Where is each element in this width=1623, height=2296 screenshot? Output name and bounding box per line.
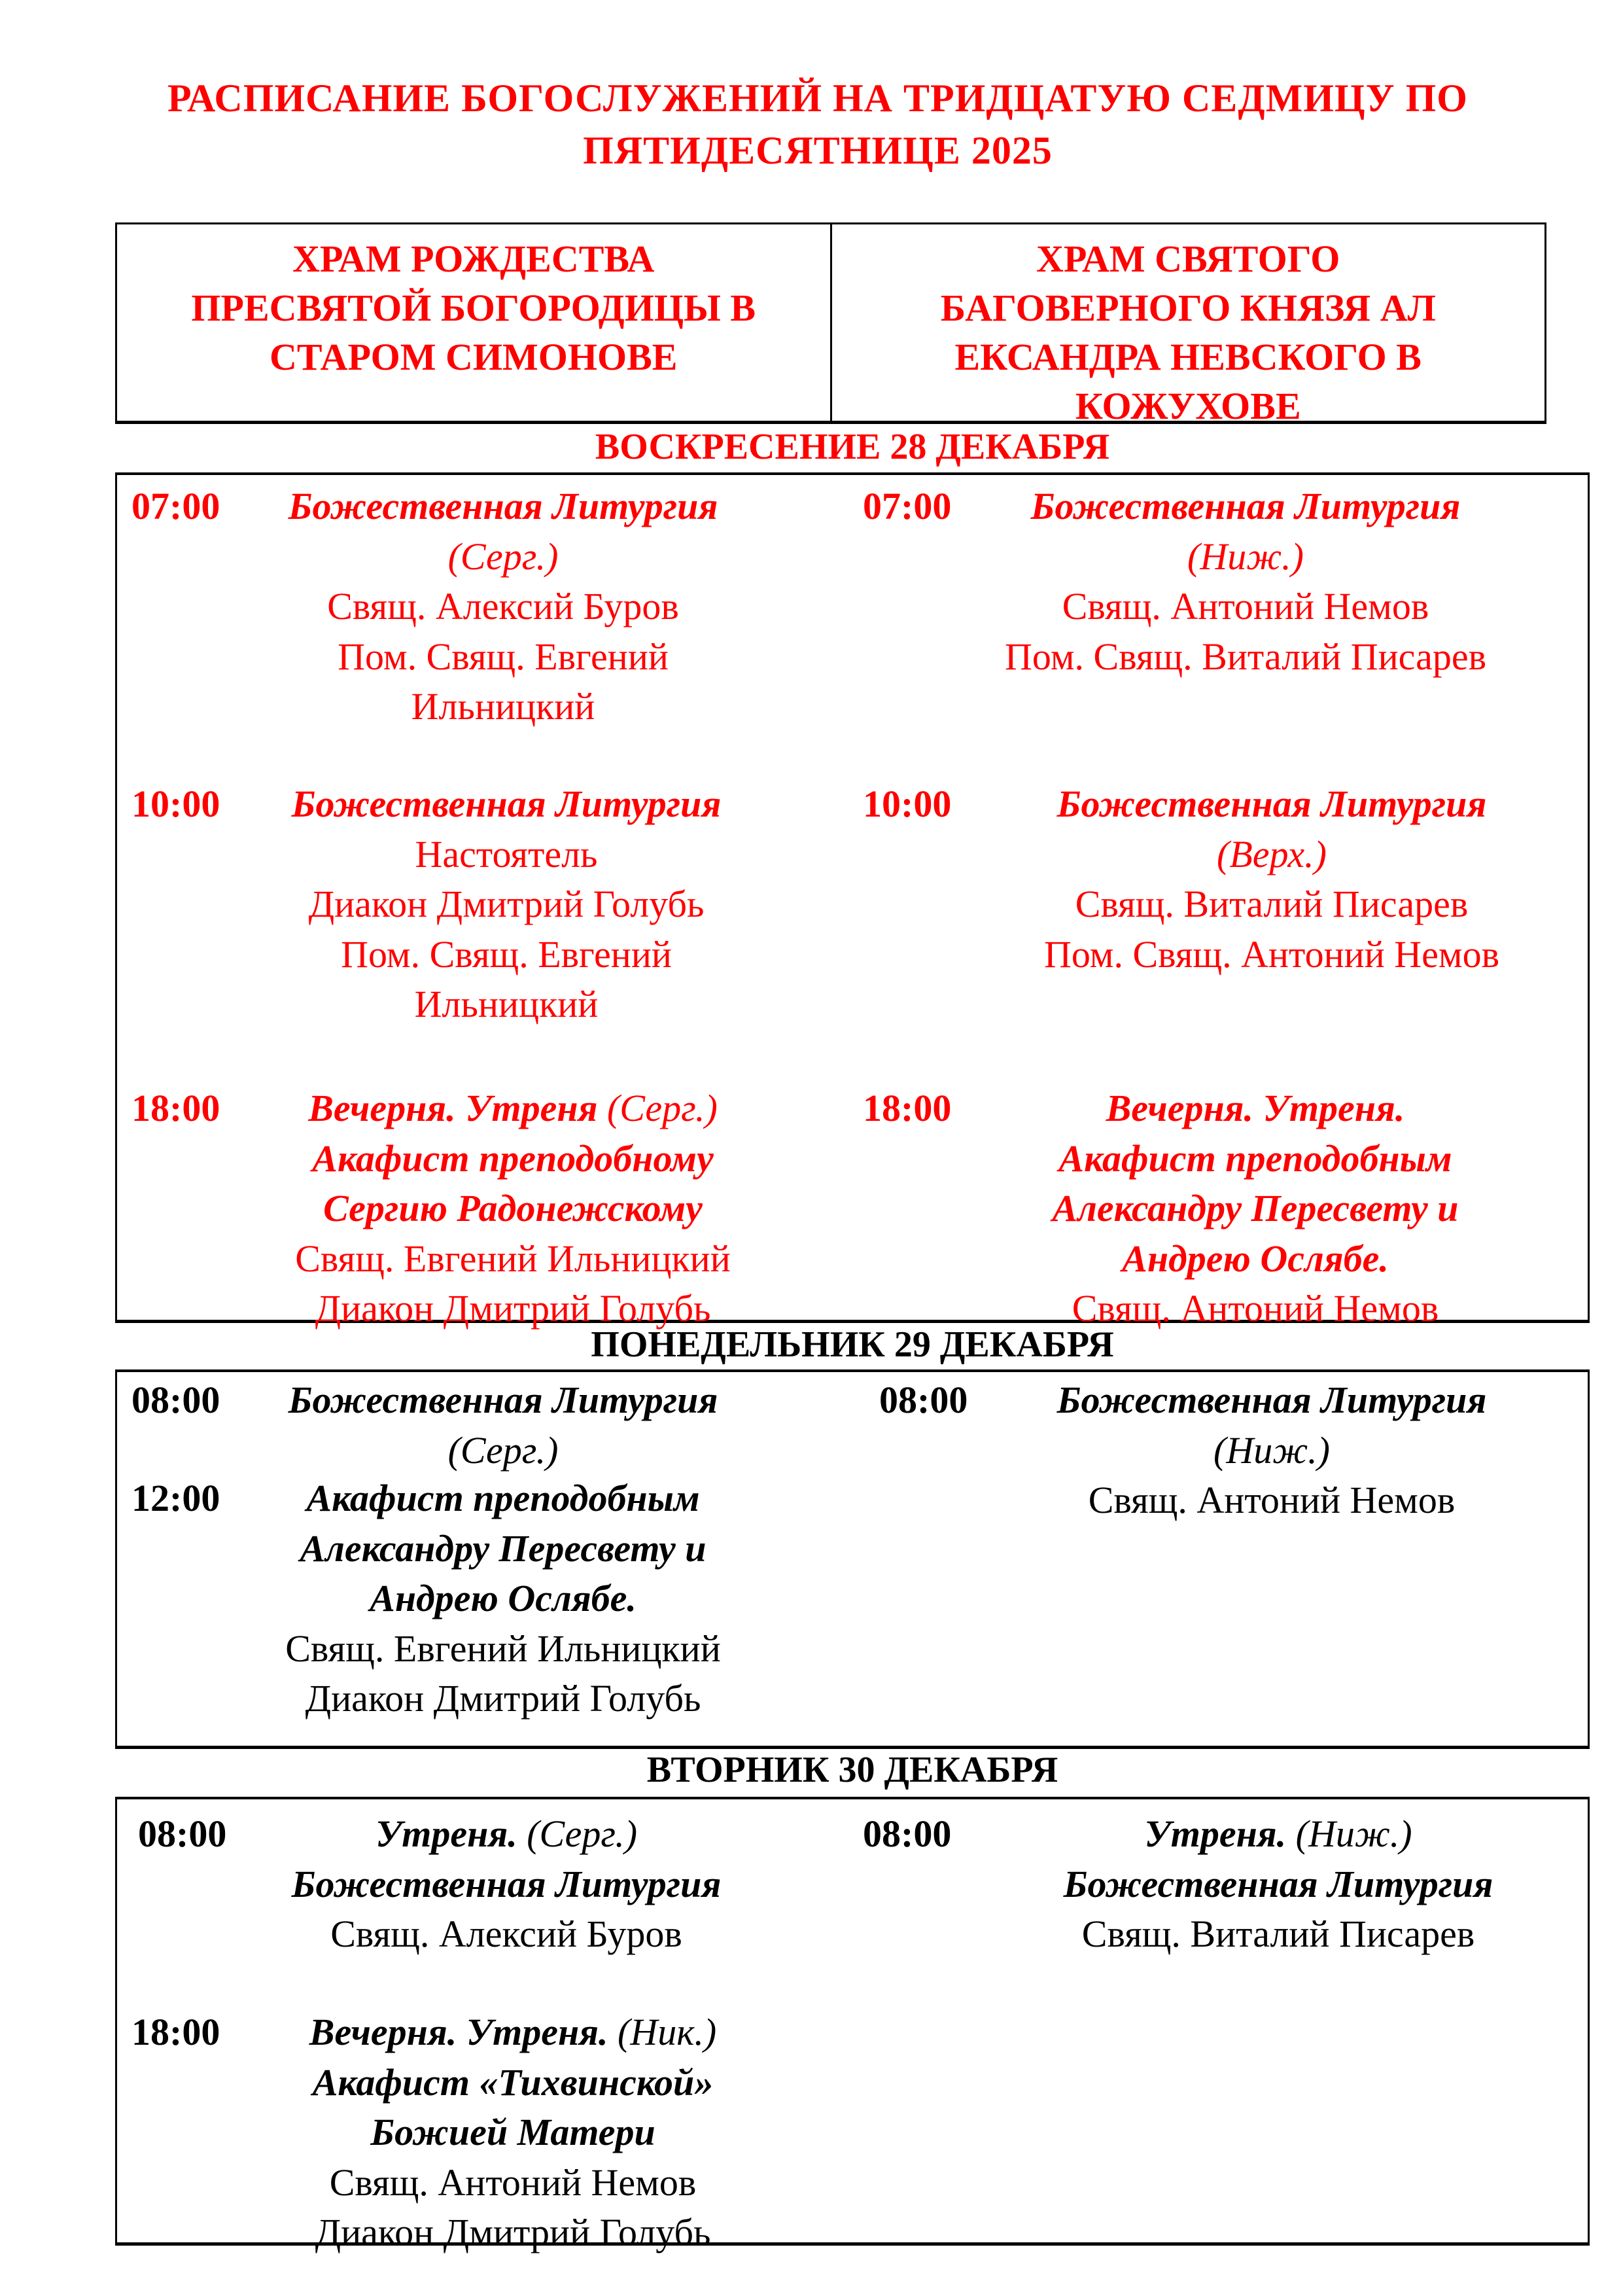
- church-left-name-line: ПРЕСВЯТОЙ БОГОРОДИЦЫ В: [191, 287, 756, 329]
- service-line: [271, 1809, 742, 1860]
- clergy-name: Свящ. Евгений Ильницкий: [295, 1237, 731, 1280]
- service-line: [268, 582, 739, 632]
- service-line: [268, 1624, 739, 1674]
- service-name: Андрею Ослябе.: [370, 1577, 637, 1619]
- service-name: Божественная Литургия: [1056, 783, 1487, 825]
- service-time: 07:00: [131, 485, 220, 527]
- chapel-note: (Ниж.): [1286, 1812, 1412, 1855]
- service-time: 08:00: [138, 1812, 227, 1855]
- day-schedule-box: [115, 1369, 1590, 1749]
- service-name: Вечерня. Утреня: [308, 1087, 598, 1129]
- service-line: [268, 1574, 739, 1624]
- church-left-name-line: ХРАМ РОЖДЕСТВА: [292, 238, 655, 280]
- clergy-name: Пом. Свящ. Евгений: [341, 932, 672, 976]
- church-right-column: [850, 475, 1592, 1330]
- service-line: [1013, 1184, 1497, 1234]
- chapel-note: (Серг.): [597, 1087, 718, 1129]
- clergy-name: Ильницкий: [411, 685, 595, 728]
- service-time: 12:00: [131, 1477, 220, 1519]
- clergy-name: Свящ. Антоний Немов: [1062, 585, 1429, 627]
- clergy-name: Свящ. Антоний Немов: [1088, 1479, 1456, 1521]
- service-line: [1013, 1234, 1497, 1284]
- service-name: Александру Пересвету и: [1052, 1187, 1459, 1229]
- clergy-name: Диакон Дмитрий Голубь: [315, 1287, 711, 1330]
- clergy-name: Диакон Дмитрий Голубь: [308, 883, 705, 925]
- service-line: [268, 1674, 739, 1724]
- service-line: [268, 1426, 739, 1476]
- church-right-name-line: БАГОВЕРНОГО КНЯЗЯ АЛ: [940, 287, 1436, 329]
- service-name: (Серг.): [447, 1428, 559, 1472]
- service-line: [1000, 482, 1491, 532]
- service-time: 18:00: [863, 1087, 952, 1129]
- service-details: [1013, 1084, 1497, 1334]
- service-name: Акафист «Тихвинской»: [312, 2060, 714, 2104]
- service-line: [271, 1909, 742, 1960]
- service-line: [268, 682, 739, 732]
- clergy-name: Свящ. Виталий Писарев: [1075, 883, 1469, 925]
- service-line: [248, 779, 765, 830]
- service-line: [248, 980, 765, 1030]
- service-details: [990, 779, 1553, 980]
- service-line: [277, 2058, 748, 2108]
- day-title: ВОСКРЕСЕНИЕ 28 ДЕКАБРЯ: [595, 427, 1110, 467]
- service-name: Утреня.: [375, 1812, 517, 1855]
- service-name: Вечерня. Утреня.: [1106, 1087, 1405, 1129]
- service-name: Божией Матери: [370, 2111, 655, 2153]
- clergy-name: Диакон Дмитрий Голубь: [305, 1677, 701, 1720]
- day-schedule-box: [115, 1797, 1590, 2253]
- service-name: (Ниж.): [1187, 535, 1304, 578]
- clergy-name: Пом. Свящ. Антоний Немов: [1044, 932, 1499, 976]
- schedule-title-line: ПЯТИДЕСЯТНИЦЕ 2025: [583, 129, 1053, 172]
- service-name: Божественная Литургия: [288, 485, 718, 527]
- service-line: [1010, 1426, 1533, 1476]
- clergy-name: Свящ. Антоний Немов: [329, 2161, 697, 2204]
- service-line: [277, 2108, 748, 2158]
- service-line: [277, 1134, 748, 1184]
- clergy-name: Свящ. Виталий Писарев: [1081, 1913, 1475, 1955]
- chapel-note: (Серг.): [517, 1812, 638, 1855]
- service-name: Божественная Литургия: [1063, 1862, 1493, 1905]
- service-details: [271, 1809, 742, 1960]
- church-right-name-line: ХРАМ СВЯТОГО: [1036, 238, 1340, 280]
- schedule-title-line: РАСПИСАНИЕ БОГОСЛУЖЕНИЙ НА ТРИДЦАТУЮ СЕДМИЦУ ПО: [167, 77, 1468, 120]
- service-line: [268, 532, 739, 582]
- church-left-column: [117, 475, 837, 1330]
- service-name: (Серг.): [447, 535, 559, 578]
- service-name: Александру Пересвету и: [300, 1527, 707, 1570]
- service-time: 10:00: [863, 783, 952, 825]
- service-name: Божественная Литургия: [291, 783, 722, 825]
- service-time: 08:00: [879, 1379, 968, 1421]
- chapel-note: (Ник.): [608, 2011, 717, 2053]
- service-line: [1000, 582, 1491, 632]
- service-name: Утреня.: [1144, 1812, 1287, 1855]
- church-left-header: [117, 224, 832, 421]
- service-details: [268, 1474, 739, 1724]
- service-time: 07:00: [863, 485, 952, 527]
- service-line: [990, 879, 1553, 930]
- clergy-name: Ильницкий: [414, 983, 599, 1025]
- service-line: [990, 830, 1553, 880]
- service-details: [248, 779, 765, 1030]
- service-line: [271, 1860, 742, 1910]
- service-details: [277, 2007, 748, 2258]
- service-name: Вечерня. Утреня.: [309, 2011, 608, 2053]
- clergy-name: Свящ. Евгений Ильницкий: [285, 1627, 721, 1670]
- service-time: 08:00: [863, 1812, 952, 1855]
- service-line: [1000, 532, 1491, 582]
- service-line: [990, 930, 1553, 980]
- church-right-column: [850, 1372, 1592, 1746]
- day-title: ПОНЕДЕЛЬНИК 29 ДЕКАБРЯ: [591, 1324, 1114, 1365]
- service-line: [1010, 1375, 1533, 1426]
- service-line: [1013, 1084, 1497, 1134]
- service-name: Акафист преподобным: [306, 1477, 700, 1519]
- service-name: (Верх.): [1217, 832, 1327, 875]
- service-details: [268, 482, 739, 732]
- service-line: [277, 2007, 748, 2058]
- service-name: (Ниж.): [1213, 1428, 1330, 1472]
- service-line: [277, 1084, 748, 1134]
- service-details: [268, 1375, 739, 1475]
- service-details: [1017, 1809, 1540, 1960]
- clergy-name: Свящ. Антоний Немов: [1072, 1287, 1439, 1330]
- service-name: Божественная Литургия: [1030, 485, 1461, 527]
- service-name: Божественная Литургия: [291, 1862, 722, 1905]
- service-time: 18:00: [131, 2011, 220, 2053]
- church-right-name-line: КОЖУХОВЕ: [1075, 385, 1301, 427]
- service-details: [1000, 482, 1491, 682]
- service-line: [268, 1524, 739, 1574]
- day-title: ВТОРНИК 30 ДЕКАБРЯ: [646, 1750, 1058, 1790]
- church-left-name-line: СТАРОМ СИМОНОВЕ: [270, 336, 678, 378]
- church-right-header: [832, 224, 1545, 427]
- day-schedule-box: [115, 472, 1590, 1330]
- clergy-name: Пом. Свящ. Виталий Писарев: [1005, 635, 1486, 678]
- service-line: [1017, 1860, 1540, 1910]
- service-line: [277, 1184, 748, 1234]
- church-right-name-line: ЕКСАНДРА НЕВСКОГО В: [954, 336, 1422, 378]
- service-line: [1013, 1134, 1497, 1184]
- service-line: [1000, 632, 1491, 682]
- service-time: 18:00: [131, 1087, 220, 1129]
- service-name: Акафист преподобному: [312, 1137, 714, 1180]
- clergy-name: Пом. Свящ. Евгений: [338, 635, 669, 678]
- service-name: Божественная Литургия: [1056, 1379, 1487, 1421]
- service-line: [268, 1474, 739, 1524]
- service-line: [990, 779, 1553, 830]
- service-name: Акафист преподобным: [1058, 1137, 1452, 1180]
- service-details: [1010, 1375, 1533, 1526]
- service-line: [248, 930, 765, 980]
- service-line: [268, 482, 739, 532]
- service-time: 10:00: [131, 783, 220, 825]
- service-line: [268, 1375, 739, 1426]
- service-line: [277, 1234, 748, 1284]
- service-line: [277, 2208, 748, 2258]
- churches-header-table: [115, 222, 1546, 427]
- service-time: 08:00: [131, 1379, 220, 1421]
- service-line: [248, 879, 765, 930]
- clergy-name: Свящ. Алексий Буров: [330, 1913, 682, 1955]
- service-details: [277, 1084, 748, 1334]
- service-name: Сергию Радонежскому: [323, 1187, 703, 1229]
- service-name: Божественная Литургия: [288, 1379, 718, 1421]
- service-line: [277, 2158, 748, 2208]
- church-left-column: [117, 1372, 837, 1746]
- clergy-name: Настоятель: [415, 832, 598, 875]
- service-line: [1017, 1809, 1540, 1860]
- schedule-title: [98, 72, 1537, 177]
- clergy-name: Диакон Дмитрий Голубь: [315, 2211, 711, 2253]
- service-line: [268, 632, 739, 682]
- service-line: [1017, 1909, 1540, 1960]
- church-left-column: [117, 1799, 837, 2253]
- service-line: [1010, 1475, 1533, 1526]
- service-line: [248, 830, 765, 880]
- clergy-name: Свящ. Алексий Буров: [327, 585, 679, 627]
- service-name: Андрею Ослябе.: [1122, 1237, 1389, 1280]
- church-right-column: [850, 1799, 1592, 2242]
